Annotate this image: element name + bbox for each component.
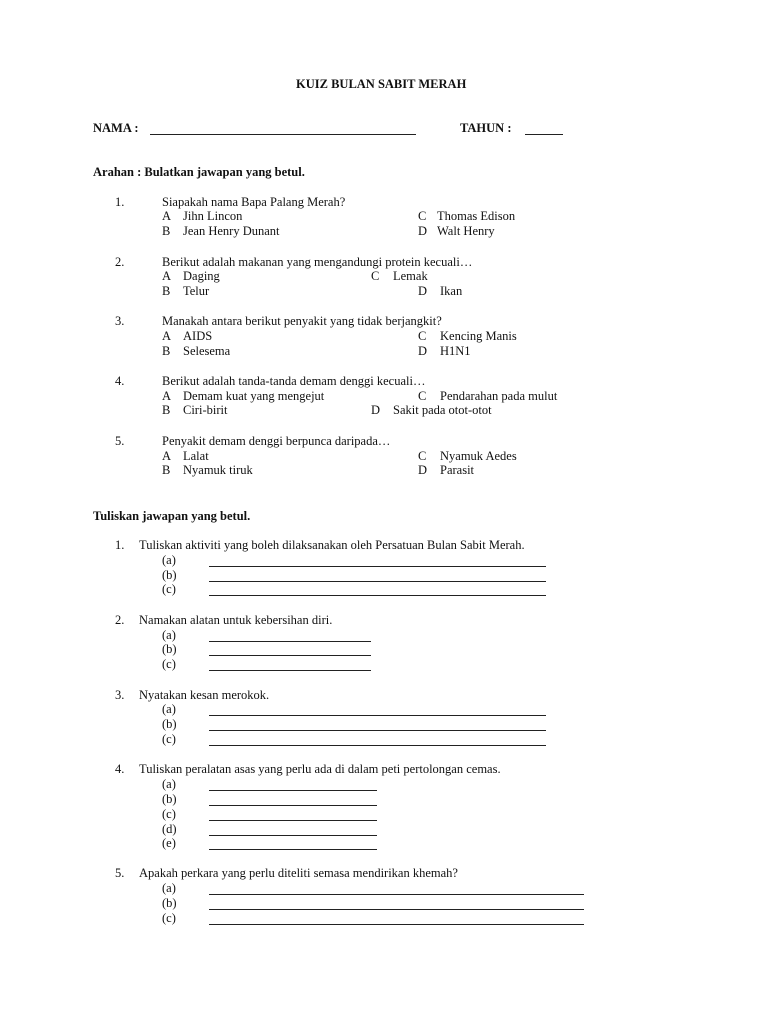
option-letter: A (162, 329, 172, 343)
page-title: KUIZ BULAN SABIT MERAH (296, 77, 467, 91)
question-text: Tuliskan peralatan asas yang perlu ada di dalam peti pertolongan cemas. (139, 762, 501, 776)
option-text[interactable]: Telur (183, 284, 210, 298)
item-label: (a) (162, 702, 176, 716)
option-text[interactable]: Kencing Manis (440, 329, 517, 343)
option-letter: A (162, 209, 172, 223)
item-label: (b) (162, 792, 177, 806)
option-letter: D (418, 344, 428, 358)
question-text: Namakan alatan untuk kebersihan diri. (139, 613, 333, 627)
answer-line[interactable] (209, 835, 377, 836)
item-label: (b) (162, 896, 177, 910)
item-label: (c) (162, 657, 176, 671)
mcq-number: 5. (115, 434, 125, 448)
option-letter: D (418, 284, 428, 298)
item-label: (b) (162, 568, 177, 582)
option-text[interactable]: Selesema (183, 344, 231, 358)
answer-line[interactable] (209, 849, 377, 850)
option-letter: A (162, 269, 172, 283)
answer-line[interactable] (209, 924, 584, 925)
item-label: (c) (162, 582, 176, 596)
option-letter: A (162, 389, 172, 403)
option-letter: D (418, 224, 428, 238)
option-text[interactable]: Sakit pada otot-otot (393, 403, 492, 417)
option-letter: A (162, 449, 172, 463)
option-text[interactable]: Walt Henry (437, 224, 495, 238)
item-label: (d) (162, 822, 177, 836)
item-label: (c) (162, 911, 176, 925)
option-text[interactable]: Nyamuk tiruk (183, 463, 253, 477)
answer-line[interactable] (209, 790, 377, 791)
option-text[interactable]: Ikan (440, 284, 463, 298)
mcq-question: Siapakah nama Bapa Palang Merah? (162, 195, 346, 209)
question-number: 2. (115, 613, 125, 627)
option-text[interactable]: Ciri-birit (183, 403, 228, 417)
option-text[interactable]: Jean Henry Dunant (183, 224, 280, 238)
question-text: Nyatakan kesan merokok. (139, 688, 270, 702)
answer-line[interactable] (209, 641, 371, 642)
answer-line[interactable] (209, 581, 546, 582)
option-letter: C (418, 329, 427, 343)
option-letter: C (418, 389, 427, 403)
mcq-question: Berikut adalah makanan yang mengandungi protein kecuali… (162, 255, 473, 269)
item-label: (b) (162, 642, 177, 656)
answer-line[interactable] (209, 566, 546, 567)
item-label: (a) (162, 628, 176, 642)
option-letter: B (162, 284, 171, 298)
answer-line[interactable] (209, 655, 371, 656)
mcq-question: Manakah antara berikut penyakit yang tidak berjangkit? (162, 314, 442, 328)
option-text[interactable]: Daging (183, 269, 220, 283)
option-letter: B (162, 463, 171, 477)
question-number: 4. (115, 762, 125, 776)
option-letter: B (162, 403, 171, 417)
mcq-question: Penyakit demam denggi berpunca daripada… (162, 434, 391, 448)
tahun-label: TAHUN : (460, 121, 512, 135)
option-text[interactable]: Jihn Lincon (183, 209, 243, 223)
mcq-number: 3. (115, 314, 125, 328)
mcq-number: 1. (115, 195, 125, 209)
option-text[interactable]: Demam kuat yang mengejut (183, 389, 325, 403)
mcq-number: 4. (115, 374, 125, 388)
option-text[interactable]: Pendarahan pada mulut (440, 389, 558, 403)
answer-line[interactable] (209, 894, 584, 895)
tahun-input-line[interactable] (525, 134, 563, 135)
answer-line[interactable] (209, 745, 546, 746)
option-text[interactable]: Nyamuk Aedes (440, 449, 517, 463)
question-text: Tuliskan aktiviti yang boleh dilaksanakan oleh Persatuan Bulan Sabit Merah. (139, 538, 525, 552)
answer-line[interactable] (209, 730, 546, 731)
answer-line[interactable] (209, 909, 584, 910)
option-text[interactable]: Lemak (393, 269, 428, 283)
item-label: (e) (162, 836, 176, 850)
option-letter: D (418, 463, 428, 477)
option-letter: B (162, 344, 171, 358)
option-letter: C (418, 449, 427, 463)
option-letter: C (371, 269, 380, 283)
item-label: (b) (162, 717, 177, 731)
section-a-instruction: Arahan : Bulatkan jawapan yang betul. (93, 165, 305, 179)
question-number: 1. (115, 538, 125, 552)
option-text[interactable]: H1N1 (440, 344, 471, 358)
option-letter: D (371, 403, 381, 417)
mcq-number: 2. (115, 255, 125, 269)
nama-label: NAMA : (93, 121, 139, 135)
item-label: (c) (162, 732, 176, 746)
answer-line[interactable] (209, 820, 377, 821)
item-label: (c) (162, 807, 176, 821)
answer-line[interactable] (209, 715, 546, 716)
option-text[interactable]: AIDS (183, 329, 213, 343)
item-label: (a) (162, 881, 176, 895)
answer-line[interactable] (209, 670, 371, 671)
option-letter: C (418, 209, 427, 223)
item-label: (a) (162, 777, 176, 791)
answer-line[interactable] (209, 805, 377, 806)
question-number: 3. (115, 688, 125, 702)
mcq-question: Berikut adalah tanda-tanda demam denggi kecuali… (162, 374, 426, 388)
question-number: 5. (115, 866, 125, 880)
option-text[interactable]: Lalat (183, 449, 209, 463)
item-label: (a) (162, 553, 176, 567)
option-text[interactable]: Parasit (440, 463, 475, 477)
question-text: Apakah perkara yang perlu diteliti semasa mendirikan khemah? (139, 866, 458, 880)
option-text[interactable]: Thomas Edison (437, 209, 516, 223)
section-b-instruction: Tuliskan jawapan yang betul. (93, 509, 251, 523)
option-letter: B (162, 224, 171, 238)
nama-input-line[interactable] (150, 134, 416, 135)
answer-line[interactable] (209, 595, 546, 596)
